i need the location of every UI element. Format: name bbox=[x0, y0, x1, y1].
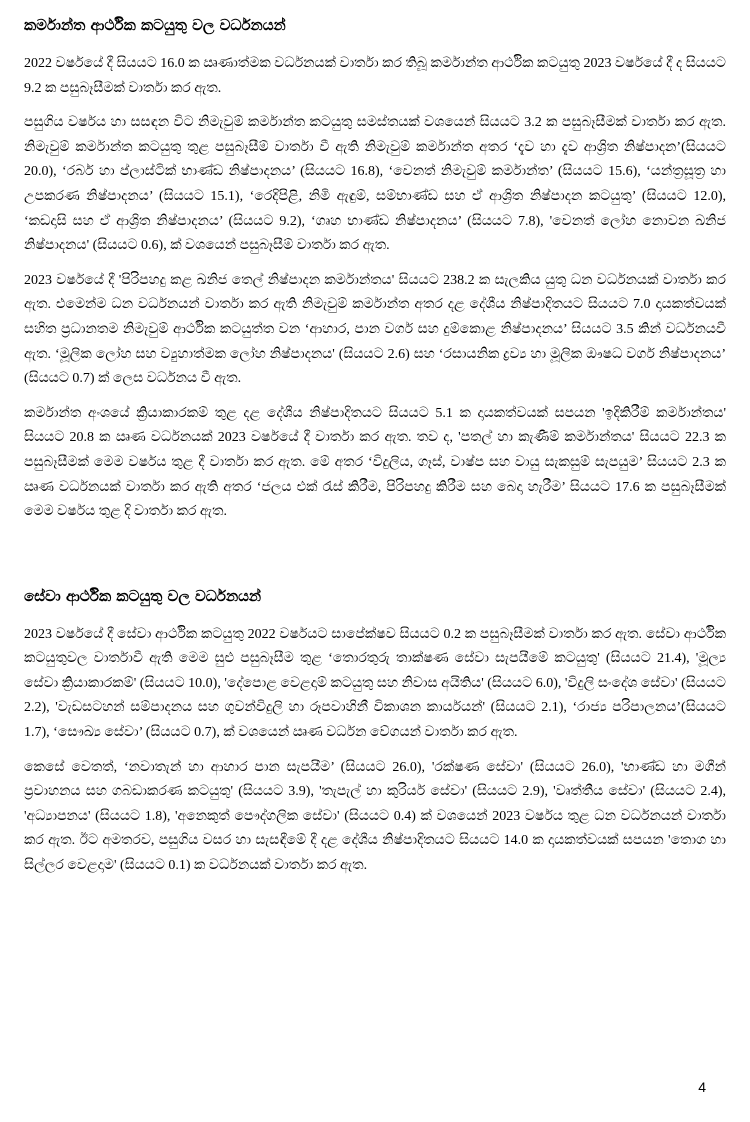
industry-paragraph-1: 2022 වර්ෂයේ දී සියයට 16.0 ක ඍණාත්මක වර්ධනයක් වාර්තා කර තිබූ කර්මාන්ත ආර්ථික කටයුතු 2023 වර්ෂයේ දී ද සියයට 9.2 ක පසුබෑසීමක් වාර්තා කර ඇත. bbox=[24, 56, 726, 96]
industry-section bbox=[24, 12, 726, 525]
services-section bbox=[24, 583, 726, 879]
services-paragraph-2: කෙසේ වෙතත්, ‘නවාතැන් හා ආහාර පාන සැපයීම’ (සියයට 26.0), 'රක්ෂණ සේවා' (සියයට 26.0), 'භාණ්ඩ හා මගීන් ප්‍රවාහනය සහ ගබඩාකරණ කටයුතු' (සියයට 3.9), 'තැපැල් හා කුරියර් සේවා' (සියයට 2.9), 'වෘත්තීය සේවා' (සියයට 2.4), 'අධ්‍යාපනය' (සියයට 1.8), 'අනෙකුත් පෞද්ගලික සේවා' (සියයට 0.4) ක් වශයෙන් 2023 වර්ෂය තුළ ධන වර්ධනයන් වාර්තා කර ඇත. ඊට අමතරව, පසුගිය වසර හා සැසඳීමේ දී දළ දේශීය නිෂ්පාදිතයට සියයට 14.0 ක දායකත්වයක් සපයන 'තොග හා සිල්ලර වෙළදාම' (සියයට 0.1) ක වර්ධනයක් වාර්තා කර ඇත. bbox=[24, 759, 726, 874]
industry-paragraph-4: කර්මාන්ත අංශයේ ක්‍රියාකාරකම් තුළ දළ දේශීය නිෂ්පාදිතයට සියයට 5.1 ක දායකත්වයක් සපයන 'ඉදිකිරීම් කර්මාන්තය' සියයට 20.8 ක ඍණ වර්ධනයක් 2023 වර්ෂයේ දී වාර්තා කර ඇත. තව ද, 'පතල් හා කැණීම් කර්මාන්තය' සියයට 22.3 ක පසුබෑසීමක් මෙම වර්ෂය තුළ දී වාර්තා කර ඇත. මේ අතර ‘විදුලිය, ගෑස්, වාෂ්ප සහ වායු සැකසුම් සැපයුම’ සියයට 2.3 ක ඍණ වර්ධනයක් වාර්තා කර ඇති අතර ‘ජලය එක් රැස් කිරීම, පිරිපහදු කිරීම සහ බෙදා හැරීම’ සියයට 17.6 ක පසුබෑසීමක් මෙම වර්ෂය තුළ දි වාර්තා කර ඇත. bbox=[24, 405, 726, 520]
section-spacer bbox=[24, 535, 726, 583]
page-number: 4 bbox=[698, 1079, 706, 1095]
industry-paragraph-2: පසුගිය වර්ෂය හා සසඳන විට නිමැවුම් කර්මාන්ත කටයුතු සමස්තයක් වශයෙන් සියයට 3.2 ක පසුබෑසීමක් වාර්තා කර ඇත. නිමැවුම් කර්මාන්ත කටයුතු තුළ පසුබෑසීම් වාර්තා වී ඇති නිමැවුම් කර්මාන්ත අතර ‘දැව හා දැව ආශ්‍රිත නිෂ්පාදන’(සියයට 20.0), ‘රබර් හා ප්ලාස්ටික් භාණ්ඩ නිෂ්පාදනය’ (සියයට 16.8), ‘වෙනත් නිමැවුම් කර්මාන්ත’ (සියයට 15.6), ‘යන්ත්‍රසූත්‍ර හා උපකරණ නිෂ්පාදනය’ (සියයට 15.1), ‘රෙදිපිළි, නිමි ඇඳුම්, සම්භාණ්ඩ සහ ඒ ආශ්‍රිත නිෂ්පාදන කටයුතු’ (සියයට 12.0), ‘කඩදාසි සහ ඒ ආශ්‍රිත නිෂ්පාදනය’ (සියයට 9.2), ‘ගෘහ භාණ්ඩ නිෂ්පාදනය’ (සියයට 7.8), 'වෙනත් ලෝහ නොවන ඛනිජ නිෂ්පාදනය' (සියයට 0.6), ක් වශයෙන් පසුබෑසීම් වාර්තා කර ඇත. bbox=[24, 115, 726, 254]
services-paragraph-1: 2023 වර්ෂයේ දී සේවා ආර්ථික කටයුතු 2022 වර්ෂයට සාපේක්ෂව සියයට 0.2 ක පසුබෑසීමක් වාර්තා කර ඇත. සේවා ආර්ථික කටයුතුවල වාර්තාවී ඇති මෙම සුළු පසුබෑසීම තුළ ‘තොරතුරු තාක්ෂණ සේවා සැපයීමේ කටයුතු' (සියයට 21.4), 'මූල්‍ය සේවා ක්‍රියාකාරකම්' (සියයට 10.0), 'දේපොළ වෙළදාම් කටයුතු සහ නිවාස අයිතිය' (සියයට 6.0), 'විදුලි සංදේශ සේවා' (සියයට 2.2), 'වැඩසටහන් සම්පාදනය සහ ගුවන්විදුලි හා රූපවාහිනී විකාශන කාර්යයන්' (සියයට 2.1), ‘රාජ්‍ය පරිපාලනය’(සියයට 1.7), ‘සෞඛ්‍ය සේවා’ (සියයට 0.7), ක් වශයෙන් ඍණ වර්ධන වේගයන් වාර්තා කර ඇත. bbox=[24, 626, 726, 741]
document-page bbox=[24, 12, 726, 889]
industry-section-heading: කර්මාන්ත ආර්ථික කටයුතු වල වර්ධනයන් bbox=[24, 16, 286, 34]
services-section-heading: සේවා ආර්ථික කටයුතු වල වර්ධනයන් bbox=[24, 586, 262, 605]
industry-paragraph-3: 2023 වර්ෂයේ දී 'පිරිපහදු කළ ඛනිජ තෙල් නිෂ්පාදන කර්මාන්තය' සියයට 238.2 ක සැලකිය යුතු ධන වර්ධනයක් වාර්තා කර ඇත. එමෙන්ම ධන වර්ධනයන් වාර්තා කර ඇති නිමැවුම් කර්මාන්ත අතර දළ දේශීය නිෂ්පාදිතයට සියයට 7.0 දායකත්වයක් සහිත ප්‍රධානතම නිමැවුම් ආර්ථික කටයුත්ත වන ‘ආහාර, පාන වර්ග සහ දුම්කොළ නිෂ්පාදනය’ සියයට 3.5 කින් වර්ධනයවී ඇත. ‘මූලික ලෝහ සහ ව්‍යුහාත්මක ලෝහ නිෂ්පාදනය' (සියයට 2.6) සහ ‘රසායනික ද්‍රව්‍ය හා මූලික ඖෂධ වර්ග නිෂ්පාදනය’ (සියයට 0.7) ක් ලෙස වර්ධනය වී ඇත. bbox=[24, 272, 726, 387]
